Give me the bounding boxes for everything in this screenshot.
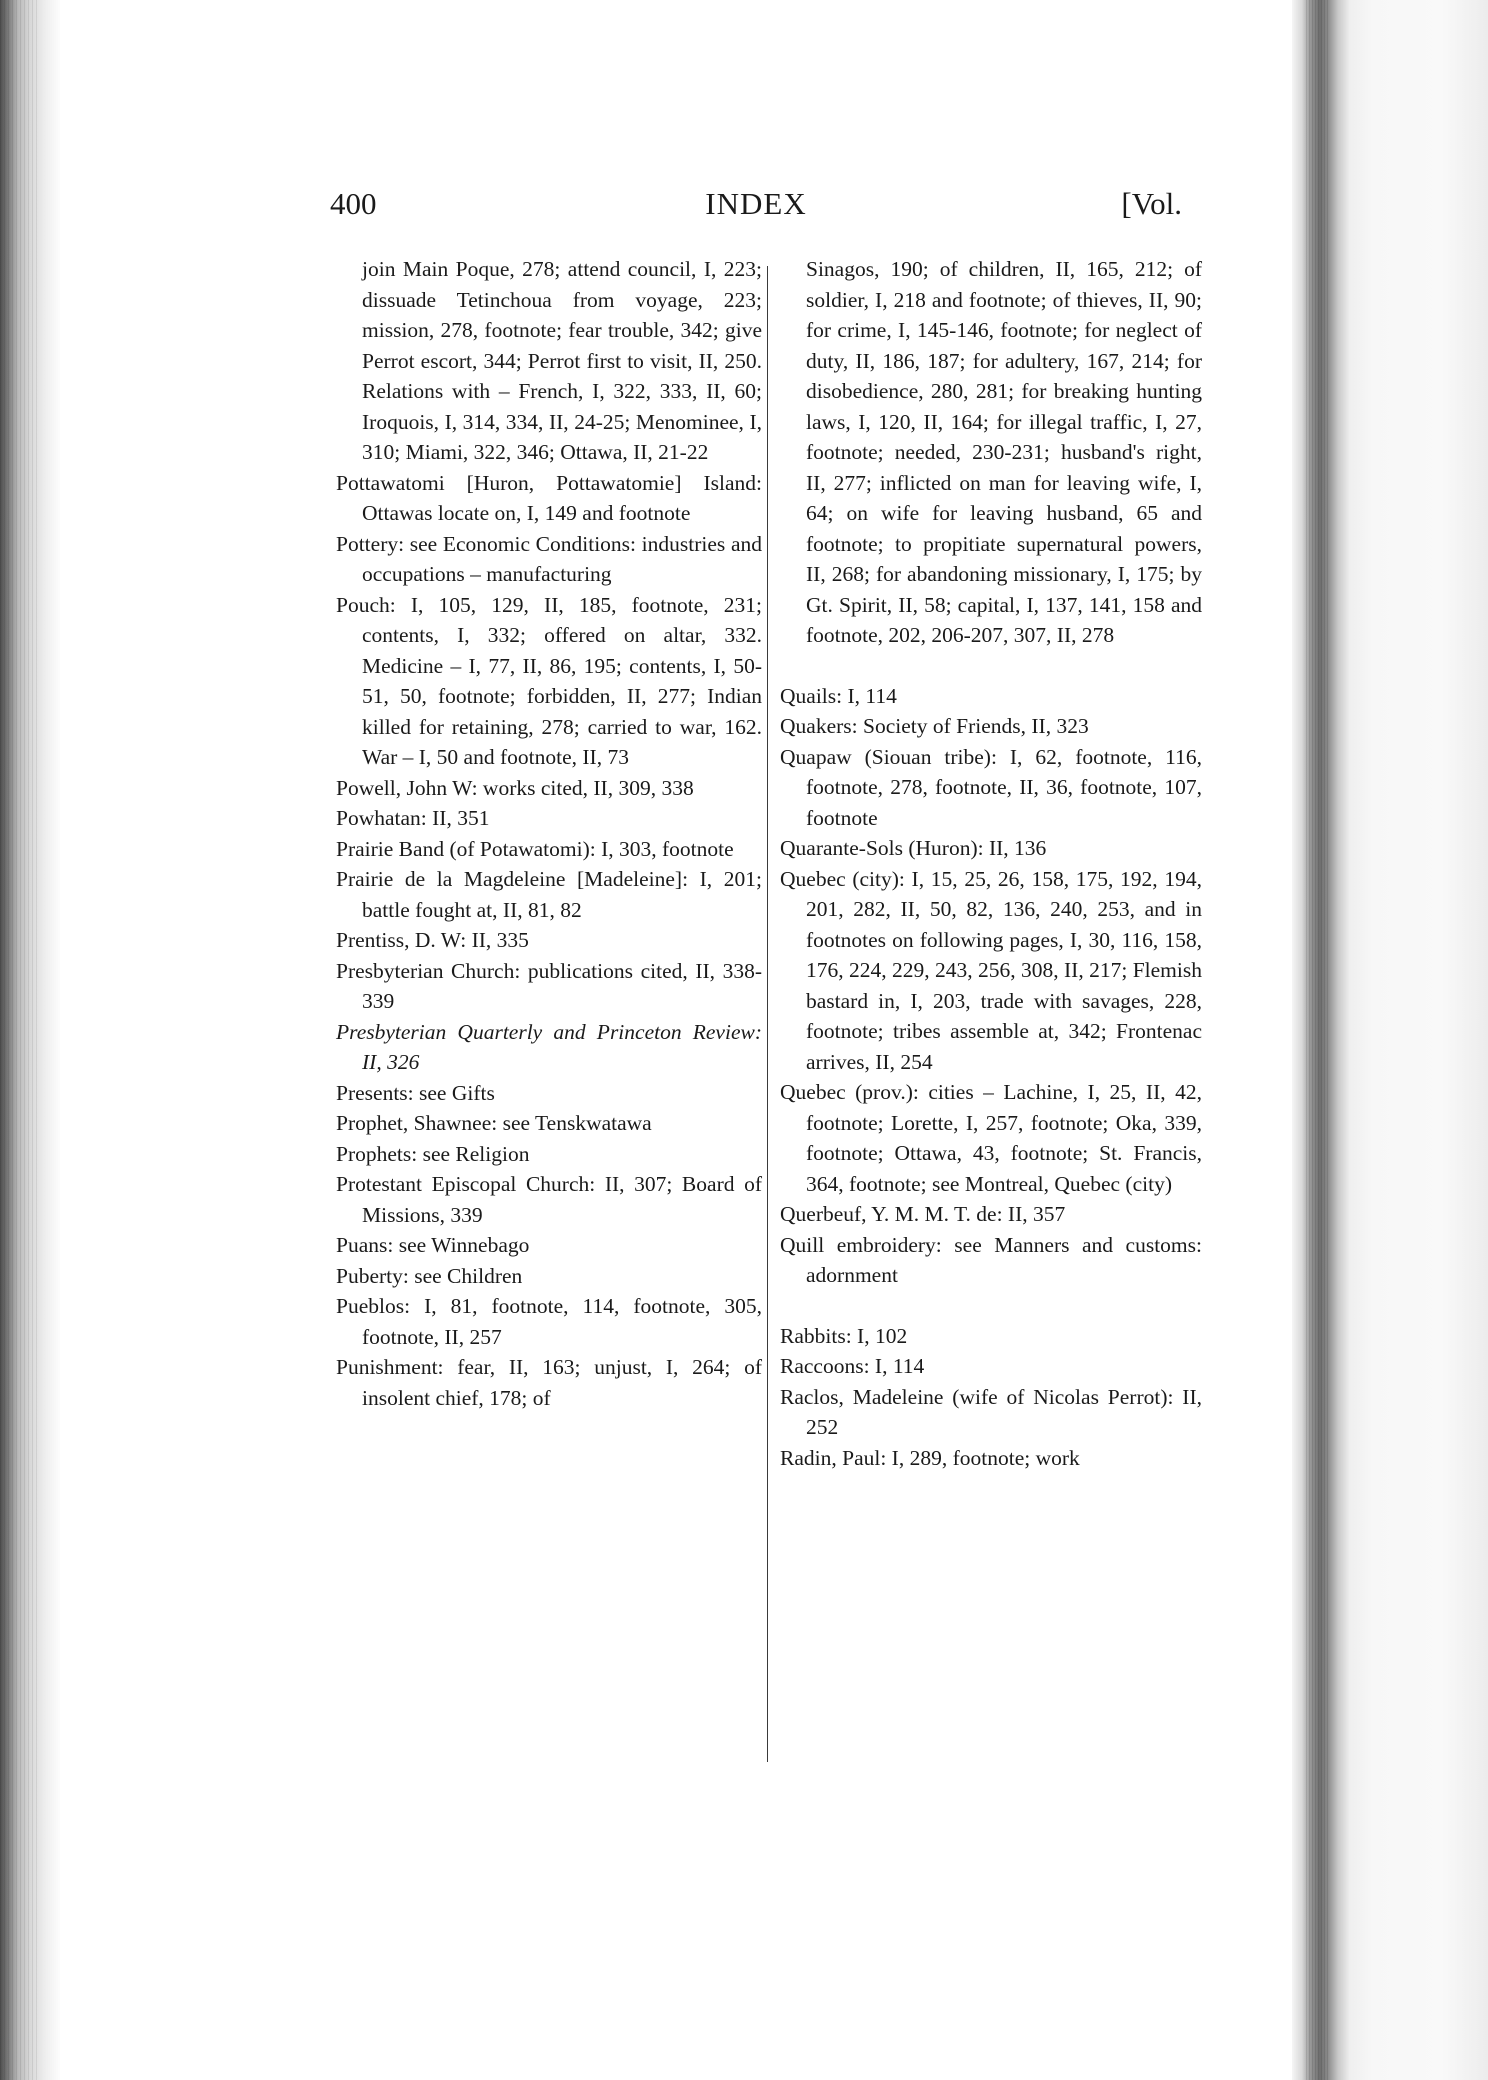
index-entry: Prairie de la Magdeleine [Madeleine]: I, 201; battle fought at, II, 81, 82 bbox=[336, 867, 762, 922]
index-entry: Radin, Paul: I, 289, footnote; work bbox=[780, 1445, 1080, 1470]
left-page-edge bbox=[0, 0, 60, 2080]
index-entry: Prairie Band (of Potawatomi): I, 303, footnote bbox=[336, 836, 734, 861]
running-head bbox=[330, 186, 1182, 234]
index-entry: Powhatan: II, 351 bbox=[336, 806, 490, 830]
column-divider bbox=[767, 266, 768, 1762]
page-number: 400 bbox=[330, 186, 377, 221]
index-entry: Puans: see Winnebago bbox=[336, 1233, 530, 1257]
index-entry: Presbyterian Quarterly and Princeton Review: II, 326 bbox=[336, 1019, 762, 1074]
left-column bbox=[336, 254, 762, 1413]
index-entry: Presents: see Gifts bbox=[336, 1080, 495, 1105]
index-entry: Quakers: Society of Friends, II, 323 bbox=[780, 714, 1089, 738]
index-entry: Presbyterian Church: publications cited, II, 338-339 bbox=[336, 958, 762, 1013]
right-page-edge bbox=[1292, 0, 1488, 2080]
volume-marker: [Vol. bbox=[1121, 186, 1182, 221]
index-entry: Raccoons: I, 114 bbox=[780, 1354, 925, 1378]
index-entry-continuation: Sinagos, 190; of children, II, 165, 212; of soldier, I, 218 and footnote; of thieves, II, 90; for crime, I, 145-146, footnote; for neglect of duty, II, 186, 187; for adultery, 167, 214; for disobedience, 280, 281; for breaking hunting laws, I, 120, II, 164; for illegal traffic, I, 27, footnote; needed, 230-231; husband's right, II, 277; inflicted on man for leaving wife, I, 64; on wife for leaving husband, 65 and footnote; to propitiate supernatural powers, II, 268; for abandoning missionary, I, 175; by Gt. Spirit, II, 58; capital, I, 137, 141, 158 and footnote, 202, 206-207, 307, II, 278 bbox=[806, 257, 1202, 647]
index-entry: Powell, John W: works cited, II, 309, 338 bbox=[336, 775, 694, 800]
index-entry: Prophet, Shawnee: see Tenskwatawa bbox=[336, 1111, 652, 1135]
index-entry-continuation: join Main Poque, 278; attend council, I, 223; dissuade Tetinchoua from voyage, 223; mission, 278, footnote; fear trouble, 342; give Perrot escort, 344; Perrot first to visit, II, 250. Relations with – French, I, 322, 333, II, 60; Iroquois, I, 314, 334, II, 24-25; Menominee, I, 310; Miami, 322, 346; Ottawa, II, 21-22 bbox=[362, 257, 762, 464]
index-entry: Quebec (prov.): cities – Lachine, I, 25, II, 42, footnote; Lorette, I, 257, footnote; Oka, 339, footnote; Ottawa, 43, footnote; St. Francis, 364, footnote; see Montreal, Quebec (city) bbox=[780, 1080, 1202, 1196]
index-entry: Querbeuf, Y. M. M. T. de: II, 357 bbox=[780, 1202, 1066, 1226]
index-entry: Rabbits: I, 102 bbox=[780, 1323, 908, 1348]
index-entry: Raclos, Madeleine (wife of Nicolas Perrot): II, 252 bbox=[780, 1384, 1202, 1439]
index-entry: Protestant Episcopal Church: II, 307; Board of Missions, 339 bbox=[336, 1172, 762, 1227]
index-entry: Pueblos: I, 81, footnote, 114, footnote, 305, footnote, II, 257 bbox=[336, 1294, 762, 1349]
index-entry: Quill embroidery: see Manners and customs: adornment bbox=[780, 1232, 1202, 1287]
index-entry: Prentiss, D. W: II, 335 bbox=[336, 928, 529, 952]
right-column bbox=[780, 254, 1202, 1473]
letter-section-gap bbox=[780, 1291, 1202, 1321]
index-entry: Punishment: fear, II, 163; unjust, I, 264; of insolent chief, 178; of bbox=[336, 1355, 762, 1410]
letter-section-gap bbox=[780, 651, 1202, 681]
page-title: INDEX bbox=[705, 186, 807, 221]
index-entry: Quapaw (Siouan tribe): I, 62, footnote, 116, footnote, 278, footnote, II, 36, footnote, 107, footnote bbox=[780, 744, 1202, 830]
index-entry: Quails: I, 114 bbox=[780, 683, 897, 708]
index-entry: Quebec (city): I, 15, 25, 26, 158, 175, 192, 194, 201, 282, II, 50, 82, 136, 240, 253, and in footnotes on following pages, I, 30, 116, 158, 176, 224, 229, 243, 256, 308, II, 217; Flemish bastard in, I, 203, trade with savages, 228, footnote; tribes assemble at, 342; Frontenac arrives, II, 254 bbox=[780, 866, 1202, 1074]
index-entry: Puberty: see Children bbox=[336, 1263, 523, 1288]
index-entry: Pouch: I, 105, 129, II, 185, footnote, 231; contents, I, 332; offered on altar, 332. Medicine – I, 77, II, 86, 195; contents, I, 50-51, 50, footnote; forbidden, II, 277; Indian killed for retaining, 278; carried to war, 162. War – I, 50 and footnote, II, 73 bbox=[336, 592, 762, 769]
index-entry: Prophets: see Religion bbox=[336, 1141, 530, 1166]
index-entry: Pottawatomi [Huron, Pottawatomie] Island: Ottawas locate on, I, 149 and footnote bbox=[336, 470, 762, 525]
index-entry: Quarante-Sols (Huron): II, 136 bbox=[780, 836, 1047, 860]
index-entry: Pottery: see Economic Conditions: industries and occupations – manufacturing bbox=[336, 531, 762, 586]
